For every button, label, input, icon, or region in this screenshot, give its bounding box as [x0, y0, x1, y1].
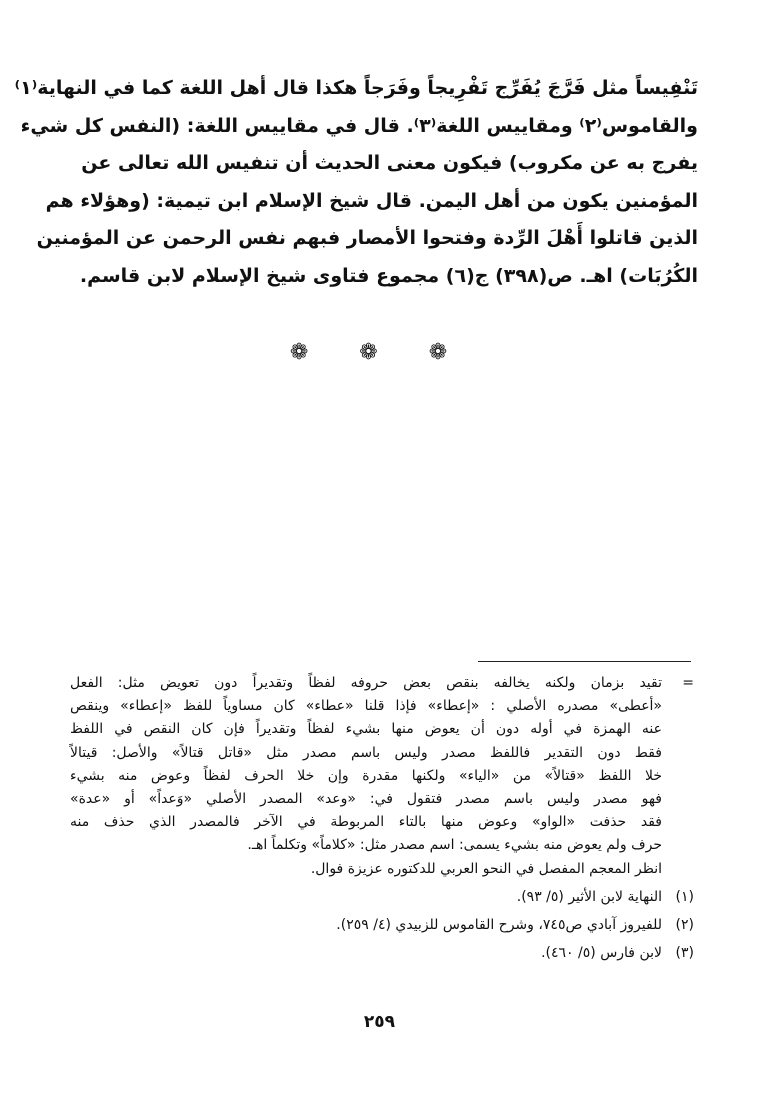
footnote-3	[70, 939, 702, 967]
footnote-text: فقط دون التقدير فاللفظ مصدر وليس باسم مصدر مثل «قاتل قتالاً» والأصل: قيتالاً	[70, 744, 662, 761]
footnote-text: انظر المعجم المفصل في النحو العربي للدكتوره عزيزة فوال.	[310, 860, 662, 877]
body-line: المؤمنين يكون من أهل اليمن. قال شيخ الإسلام ابن تيمية: (وهؤلاء هم	[45, 189, 698, 212]
footnote-line	[70, 695, 702, 718]
footnote-line	[70, 672, 702, 695]
body-line: الذين قاتلوا أَهْلَ الرِّدة وفتحوا الأمصار فبهم نفس الرحمن عن المؤمنين	[36, 227, 698, 249]
flower-ornament-icon: ❁	[359, 340, 400, 365]
footnote-text: النهاية لابن الأثير (٥/ ٩٣).	[516, 888, 662, 905]
footnote-text: فهو مصدر وليس باسم مصدر فتقول في: «وعد» المصدر الأصلي «وَعداً» أو «عدة»	[70, 791, 662, 808]
footnote-text: عنه الهمزة في أوله دون أن يعوض منها بشيء لفظاً وتقديراً فإن كان النقص في اللفظ	[70, 721, 662, 738]
footnote-separator-rule	[478, 661, 691, 662]
footnote-number: (٢)	[675, 916, 694, 933]
flower-ornament-icon: ❁	[289, 340, 331, 365]
footnote-number: (١)	[675, 888, 694, 905]
main-paragraph	[14, 70, 698, 295]
footnote-text: فقد حذفت «الواو» وعوض منها بالتاء المربوطة في الآخر فالمصدر الذي حذف منه	[70, 814, 662, 831]
footnote-number: (٣)	[675, 944, 694, 961]
footnote-line	[70, 742, 702, 765]
footnote-2	[70, 911, 702, 939]
body-line: يفرج به عن مكروب) فيكون معنى الحديث أن تنفيس الله تعالى عن	[81, 152, 698, 174]
footnote-text: خلا اللفظ «قتالاً» من «الياء» ولكنها مقدرة وإن خلا الحرف لفظاً وعوض منه بشيء	[70, 767, 662, 784]
body-line: تَنْفِيساً مثل فَرَّجَ يُفَرِّج تَفْرِيجاً وفَرَجاً هكذا قال أهل اللغة كما في النهاية⁽١⁾	[14, 77, 698, 99]
footnote-line	[70, 834, 702, 857]
footnote-1	[70, 883, 702, 911]
section-divider-ornaments	[0, 340, 759, 365]
page-number: ٢٥٩	[363, 1012, 396, 1032]
footnote-line	[70, 718, 702, 741]
continuation-marker: =	[682, 675, 694, 691]
footnote-line	[70, 788, 702, 811]
body-line: الكُرُبَات) اهـ. ص(٣٩٨) ج(٦) مجموع فتاوى شيخ الإسلام لابن قاسم.	[79, 264, 698, 287]
footnote-text: حرف ولم يعوض منه بشيء يسمى: اسم مصدر مثل: «كلاماً» وتكلماً اهـ.	[247, 837, 662, 854]
body-line: والقاموس⁽٢⁾ ومقاييس اللغة⁽٣⁾. قال في مقاييس اللغة: (النفس كل شيء	[20, 114, 698, 137]
footnotes	[70, 672, 702, 967]
footnote-text: تقيد بزمان ولكنه يخالفه بنقص بعض حروفه لفظاً وتقديراً دون تعويض مثل: الفعل	[70, 675, 662, 691]
footnote-text: «أعطى» مصدره الأصلي : «إعطاء» فإذا قلنا «عطاء» كان مساوياً للفظ «إعطاء» وينقص	[70, 698, 662, 715]
flower-ornament-icon: ❁	[428, 340, 470, 365]
footnote-text: للفيروز آبادي ص٧٤٥، وشرح القاموس للزبيدي (٤/ ٢٥٩).	[336, 916, 662, 933]
footnote-line	[70, 765, 702, 788]
footnote-text: لابن فارس (٥/ ٤٦٠).	[541, 944, 662, 961]
footnote-line	[70, 811, 702, 834]
footnote-line	[70, 858, 702, 881]
numbered-footnotes	[70, 883, 702, 967]
